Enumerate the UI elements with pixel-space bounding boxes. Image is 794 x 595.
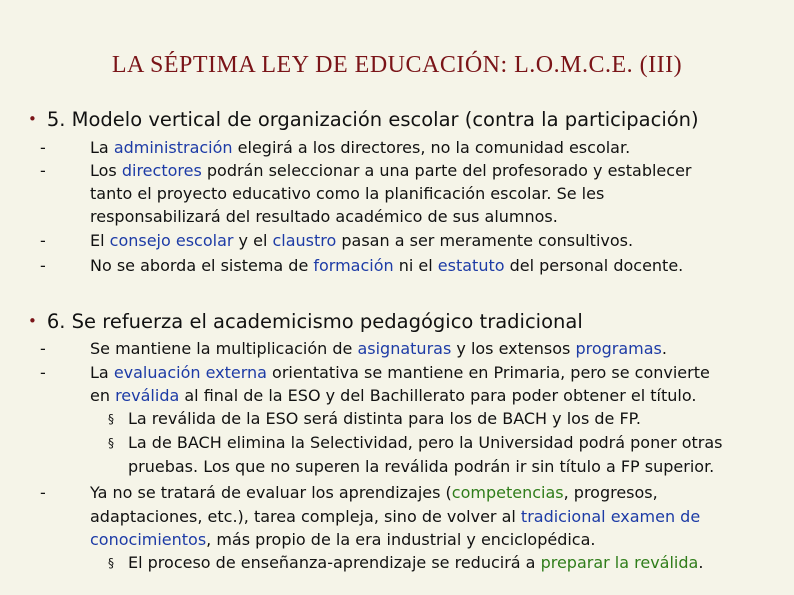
b6-line-5: adaptaciones, etc.), tarea compleja, sino de volver al tradicional examen de — [90, 507, 701, 526]
b6-line-1: Se mantiene la multiplicación de asignaturas y los extensos programas. — [90, 339, 667, 358]
b5-line-2: Los directores podrán seleccionar a una parte del profesorado y establecer — [90, 161, 692, 180]
bullet-dot-icon: • — [28, 312, 37, 330]
slide-title: LA SÉPTIMA LEY DE EDUCACIÓN: L.O.M.C.E. (III) — [111, 52, 683, 78]
square-bullet-icon: § — [108, 436, 114, 450]
b5-line-5: El consejo escolar y el claustro pasan a ser meramente consultivos. — [90, 231, 634, 250]
square-bullet-icon: § — [108, 556, 114, 570]
b5-line-3: tanto el proyecto educativo como la planificación escolar. Se les — [90, 184, 605, 203]
dash-icon: - — [40, 363, 46, 382]
dash-icon: - — [40, 161, 46, 180]
b6-subline-3: pruebas. Los que no superen la reválida podrán ir sin título a FP superior. — [128, 457, 715, 476]
b5-line-4: responsabilizará del resultado académico de sus alumnos. — [90, 207, 558, 226]
b6-line-3: en reválida al final de la ESO y del Bachillerato para poder obtener el título. — [90, 386, 697, 405]
b5-line-6: No se aborda el sistema de formación ni el estatuto del personal docente. — [90, 256, 684, 275]
bullet-5 — [28, 108, 699, 131]
dash-icon: - — [40, 256, 46, 275]
bullet-5-text: 5. Modelo vertical de organización escolar (contra la participación) — [46, 108, 699, 131]
b6-subline-4: El proceso de enseñanza-aprendizaje se reducirá a preparar la reválida. — [128, 553, 704, 572]
square-bullet-icon: § — [108, 412, 114, 426]
b5-line-1: La administración elegirá a los directores, no la comunidad escolar. — [90, 138, 631, 157]
b6-subline-2: La de BACH elimina la Selectividad, pero la Universidad podrá poner otras — [128, 433, 723, 452]
dash-icon: - — [40, 231, 46, 250]
b6-subline-1: La reválida de la ESO será distinta para los de BACH y los de FP. — [128, 409, 641, 428]
bullet-dot-icon: • — [28, 110, 37, 128]
dash-icon: - — [40, 339, 46, 358]
b6-line-6: conocimientos, más propio de la era industrial y enciclopédica. — [90, 530, 596, 549]
b6-line-4: Ya no se tratará de evaluar los aprendizajes (competencias, progresos, — [90, 483, 658, 502]
b6-line-2: La evaluación externa orientativa se mantiene en Primaria, pero se convierte — [90, 363, 710, 382]
bullet-6-text: 6. Se refuerza el academicismo pedagógico tradicional — [46, 310, 583, 333]
dash-icon: - — [40, 138, 46, 157]
dash-icon: - — [40, 483, 46, 502]
bullet-6 — [28, 310, 583, 333]
